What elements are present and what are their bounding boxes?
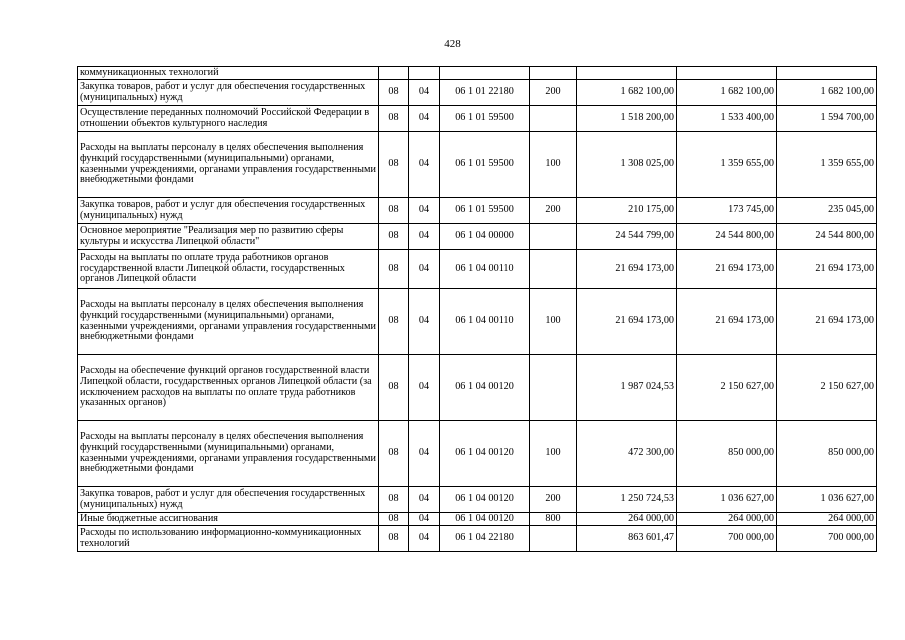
section-code-cell: 08	[379, 487, 409, 513]
subsection-code-cell: 04	[409, 513, 440, 526]
amount-year-3-cell: 700 000,00	[777, 526, 877, 552]
table-row	[78, 487, 877, 513]
section-code-cell: 08	[379, 250, 409, 289]
amount-year-2-cell: 21 694 173,00	[677, 289, 777, 355]
subsection-code-cell: 04	[409, 487, 440, 513]
target-article-cell: 06 1 01 59500	[440, 132, 530, 198]
subsection-code-cell: 04	[409, 132, 440, 198]
amount-year-1-cell: 1 987 024,53	[577, 355, 677, 421]
subsection-code-cell: 04	[409, 250, 440, 289]
expense-type-cell: 800	[530, 513, 577, 526]
amount-year-1-cell: 264 000,00	[577, 513, 677, 526]
amount-year-1-cell: 1 518 200,00	[577, 106, 677, 132]
target-article-cell: 06 1 04 00120	[440, 487, 530, 513]
section-code-cell: 08	[379, 80, 409, 106]
subsection-code-cell: 04	[409, 355, 440, 421]
amount-year-1-cell: 210 175,00	[577, 198, 677, 224]
subsection-code-cell: 04	[409, 526, 440, 552]
table-row	[78, 421, 877, 487]
amount-year-1-cell: 1 682 100,00	[577, 80, 677, 106]
subsection-code-cell: 04	[409, 224, 440, 250]
section-code-cell: 08	[379, 421, 409, 487]
amount-year-1-cell	[577, 67, 677, 80]
expense-type-cell: 200	[530, 80, 577, 106]
table-row	[78, 132, 877, 198]
amount-year-3-cell	[777, 67, 877, 80]
target-article-cell: 06 1 01 59500	[440, 198, 530, 224]
expense-type-cell: 200	[530, 198, 577, 224]
target-article-cell: 06 1 01 22180	[440, 80, 530, 106]
amount-year-1-cell: 1 308 025,00	[577, 132, 677, 198]
section-code-cell: 08	[379, 526, 409, 552]
table-row	[78, 80, 877, 106]
expense-name-cell: Осуществление переданных полномочий Российской Федерации в отношении объектов культурного наследия	[78, 106, 379, 132]
amount-year-3-cell: 1 682 100,00	[777, 80, 877, 106]
expense-type-cell	[530, 355, 577, 421]
expense-type-cell: 100	[530, 421, 577, 487]
section-code-cell: 08	[379, 289, 409, 355]
amount-year-3-cell: 2 150 627,00	[777, 355, 877, 421]
budget-table	[77, 66, 877, 552]
amount-year-2-cell: 1 359 655,00	[677, 132, 777, 198]
section-code-cell: 08	[379, 355, 409, 421]
amount-year-2-cell: 700 000,00	[677, 526, 777, 552]
amount-year-1-cell: 21 694 173,00	[577, 289, 677, 355]
expense-type-cell	[530, 106, 577, 132]
target-article-cell: 06 1 04 22180	[440, 526, 530, 552]
expense-name-cell: Закупка товаров, работ и услуг для обеспечения государственных (муниципальных) нужд	[78, 198, 379, 224]
expense-type-cell: 100	[530, 132, 577, 198]
expense-name-cell: Закупка товаров, работ и услуг для обеспечения государственных (муниципальных) нужд	[78, 487, 379, 513]
page-number: 428	[444, 38, 461, 50]
amount-year-2-cell: 2 150 627,00	[677, 355, 777, 421]
expense-type-cell	[530, 224, 577, 250]
target-article-cell: 06 1 04 00000	[440, 224, 530, 250]
amount-year-2-cell: 850 000,00	[677, 421, 777, 487]
table-row	[78, 198, 877, 224]
expense-name-cell: Расходы по использованию информационно-коммуникационных технологий	[78, 526, 379, 552]
table-row	[78, 67, 877, 80]
expense-name-cell: Основное мероприятие "Реализация мер по развитию сферы культуры и искусства Липецкой области"	[78, 224, 379, 250]
amount-year-3-cell: 264 000,00	[777, 513, 877, 526]
expense-name-cell: Расходы на выплаты по оплате труда работников органов государственной власти Липецкой области, государственных органов Липецкой области	[78, 250, 379, 289]
subsection-code-cell: 04	[409, 80, 440, 106]
amount-year-3-cell: 21 694 173,00	[777, 289, 877, 355]
subsection-code-cell: 04	[409, 289, 440, 355]
section-code-cell	[379, 67, 409, 80]
amount-year-2-cell: 1 036 627,00	[677, 487, 777, 513]
amount-year-1-cell: 472 300,00	[577, 421, 677, 487]
expense-name-cell: Закупка товаров, работ и услуг для обеспечения государственных (муниципальных) нужд	[78, 80, 379, 106]
amount-year-2-cell: 264 000,00	[677, 513, 777, 526]
expense-type-cell	[530, 67, 577, 80]
amount-year-3-cell: 21 694 173,00	[777, 250, 877, 289]
subsection-code-cell: 04	[409, 106, 440, 132]
target-article-cell: 06 1 04 00120	[440, 355, 530, 421]
amount-year-2-cell: 24 544 800,00	[677, 224, 777, 250]
target-article-cell	[440, 67, 530, 80]
target-article-cell: 06 1 04 00120	[440, 421, 530, 487]
table-row	[78, 355, 877, 421]
amount-year-3-cell: 1 036 627,00	[777, 487, 877, 513]
section-code-cell: 08	[379, 198, 409, 224]
expense-type-cell: 200	[530, 487, 577, 513]
target-article-cell: 06 1 04 00110	[440, 289, 530, 355]
amount-year-2-cell: 1 533 400,00	[677, 106, 777, 132]
target-article-cell: 06 1 01 59500	[440, 106, 530, 132]
expense-name-cell: коммуникационных технологий	[78, 67, 379, 80]
amount-year-1-cell: 21 694 173,00	[577, 250, 677, 289]
amount-year-2-cell: 1 682 100,00	[677, 80, 777, 106]
section-code-cell: 08	[379, 513, 409, 526]
section-code-cell: 08	[379, 132, 409, 198]
table-row	[78, 526, 877, 552]
subsection-code-cell	[409, 67, 440, 80]
expense-name-cell: Расходы на обеспечение функций органов государственной власти Липецкой области, государственных органов Липецкой области (за исключением расходов на выплаты по оплате труда работников указанных органов)	[78, 355, 379, 421]
section-code-cell: 08	[379, 224, 409, 250]
amount-year-2-cell: 21 694 173,00	[677, 250, 777, 289]
expense-type-cell: 100	[530, 289, 577, 355]
amount-year-3-cell: 850 000,00	[777, 421, 877, 487]
amount-year-2-cell	[677, 67, 777, 80]
expense-name-cell: Расходы на выплаты персоналу в целях обеспечения выполнения функций государственными (муниципальными) органами, казенными учреждениями, органами управления государственными внебюджетными фондами	[78, 421, 379, 487]
amount-year-1-cell: 24 544 799,00	[577, 224, 677, 250]
expense-type-cell	[530, 250, 577, 289]
target-article-cell: 06 1 04 00110	[440, 250, 530, 289]
expense-name-cell: Иные бюджетные ассигнования	[78, 513, 379, 526]
amount-year-3-cell: 1 359 655,00	[777, 132, 877, 198]
expense-name-cell: Расходы на выплаты персоналу в целях обеспечения выполнения функций государственными (муниципальными) органами, казенными учреждениями, органами управления государственными внебюджетными фондами	[78, 132, 379, 198]
amount-year-3-cell: 235 045,00	[777, 198, 877, 224]
subsection-code-cell: 04	[409, 421, 440, 487]
amount-year-2-cell: 173 745,00	[677, 198, 777, 224]
table-row	[78, 289, 877, 355]
amount-year-3-cell: 1 594 700,00	[777, 106, 877, 132]
target-article-cell: 06 1 04 00120	[440, 513, 530, 526]
amount-year-3-cell: 24 544 800,00	[777, 224, 877, 250]
table-row	[78, 250, 877, 289]
table-row	[78, 513, 877, 526]
amount-year-1-cell: 863 601,47	[577, 526, 677, 552]
amount-year-1-cell: 1 250 724,53	[577, 487, 677, 513]
expense-type-cell	[530, 526, 577, 552]
section-code-cell: 08	[379, 106, 409, 132]
expense-name-cell: Расходы на выплаты персоналу в целях обеспечения выполнения функций государственными (муниципальными) органами, казенными учреждениями, органами управления государственными внебюджетными фондами	[78, 289, 379, 355]
subsection-code-cell: 04	[409, 198, 440, 224]
table-row	[78, 106, 877, 132]
table-row	[78, 224, 877, 250]
